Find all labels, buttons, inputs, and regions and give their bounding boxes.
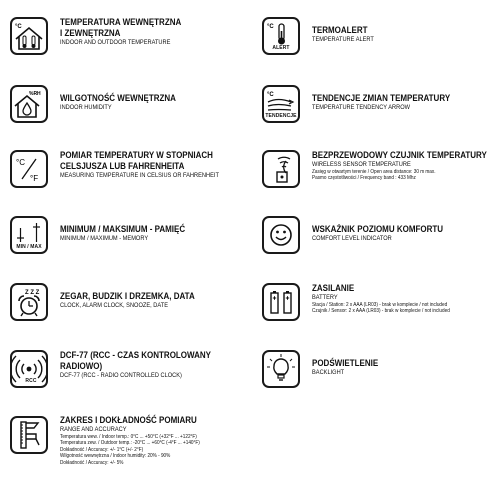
smiley-face-icon (262, 216, 300, 254)
feature-title: WILGOTNOŚĆ WEWNĘTRZNA (60, 93, 176, 103)
feature-subtitle: INDOOR AND OUTDOOR TEMPERATURE (60, 39, 171, 46)
spec-line: Zasięg w otwartym terenie / Open area distance: 30 m max. (312, 169, 436, 175)
icon-label: TENDENCJE (265, 113, 297, 119)
icon-text: °C (267, 92, 274, 98)
spec-line: Temperatura wew. / Indoor temp.: 0°C ... +50°C (+32°F ... +122°F) (60, 434, 197, 440)
house-thermometer-icon (10, 17, 48, 55)
feature-title: MINIMUM / MAKSIMUM - PAMIĘĆ (60, 224, 186, 234)
tendency-arrow-icon (262, 85, 300, 123)
feature-title: WSKAŹNIK POZIOMU KOMFORTU (312, 224, 444, 234)
feature-subtitle: INDOOR HUMIDITY (60, 104, 112, 111)
feature-subtitle: WIRELESS SENSOR TEMPERATURE (312, 161, 411, 168)
icon-label: MIN / MAX (16, 244, 42, 250)
feature-title: TERMOALERT (312, 25, 368, 35)
feature-title: BEZPRZEWODOWY CZUJNIK TEMPERATURY (312, 150, 487, 160)
wireless-sensor-icon (262, 150, 300, 188)
celsius-fahrenheit-icon (10, 150, 48, 188)
spec-line: Czujnik / Sensor: 2 x AAA (LR03) - brak w komplecie / not included (312, 308, 450, 315)
batteries-icon (262, 283, 300, 321)
feature-title: POMIAR TEMPERATURY W STOPNIACH CELSJUSZA LUB FAHRENHEITA (60, 150, 213, 171)
svg-text:°C: °C (15, 24, 22, 30)
feature-title: ZAKRES I DOKŁADNOŚĆ POMIARU (60, 415, 197, 425)
caliper-icon (10, 416, 48, 454)
feature-title: ZASILANIE (312, 283, 355, 293)
feature-subtitle: CLOCK, ALARM CLOCK, SNOOZE, DATE (60, 302, 168, 309)
feature-title: DCF-77 (RCC - CZAS KONTROLOWANY RADIOWO) (60, 350, 212, 371)
icon-text: °C (16, 158, 25, 167)
icon-text: Z Z Z (25, 290, 40, 296)
spec-line: Stacja / Station: 2 x AAA (LR03) - brak w komplecie / not included (312, 302, 448, 308)
spec-line: Dokładność / Accuracy: +/- 1°C (+/- 2°F) (60, 446, 144, 453)
feature-subtitle: BATTERY (312, 294, 338, 301)
alarm-clock-icon (10, 283, 48, 321)
humidity-house-icon (10, 85, 48, 123)
feature-subtitle: TEMPERATURE TENDENCY ARROW (312, 104, 410, 111)
thermometer-alert-icon (262, 17, 300, 55)
feature-subtitle: RANGE AND ACCURACY (60, 426, 127, 433)
spec-line: Pasmo częstotliwości / Frequency band : 433 Mhz (312, 175, 416, 182)
icon-label: ALERT (272, 45, 290, 51)
feature-subtitle: MINIMUM / MAXIMUM - MEMORY (60, 235, 149, 242)
feature-title: PODŚWIETLENIE (312, 358, 379, 368)
feature-subtitle: TEMPERATURE ALERT (312, 36, 374, 43)
spec-line: Wilgotność wewnętrzna / Indoor humidity: 20% - 90% (60, 453, 171, 460)
feature-subtitle: BACKLIGHT (312, 369, 345, 376)
icon-text: °F (30, 174, 39, 183)
spec-line: Dokładność / Accuracy: +/- 5% (60, 459, 124, 466)
spec-line: Temperatura zew. / Outdoor temp.: -20°C ... +60°C (-4°F ... +140°F) (60, 440, 200, 447)
feature-subtitle: COMFORT LEVEL INDICATOR (312, 235, 392, 242)
icon-text: °C (267, 24, 274, 30)
light-bulb-icon (262, 350, 300, 388)
min-max-icon (10, 216, 48, 254)
feature-title: TENDENCJE ZMIAN TEMPERATURY (312, 93, 451, 103)
icon-label: RCC (25, 378, 37, 384)
feature-title: TEMPERATURA WEWNĘTRZNA I ZEWNĘTRZNA (60, 17, 182, 38)
feature-title: ZEGAR, BUDZIK I DRZEMKA, DATA (60, 291, 195, 301)
icon-text: %RH (29, 91, 41, 97)
radio-signal-icon (10, 350, 48, 388)
feature-subtitle: DCF-77 (RCC - RADIO CONTROLLED CLOCK) (60, 372, 182, 379)
feature-subtitle: MEASURING TEMPERATURE IN CELSIUS OR FAHRENHEIT (60, 172, 219, 179)
